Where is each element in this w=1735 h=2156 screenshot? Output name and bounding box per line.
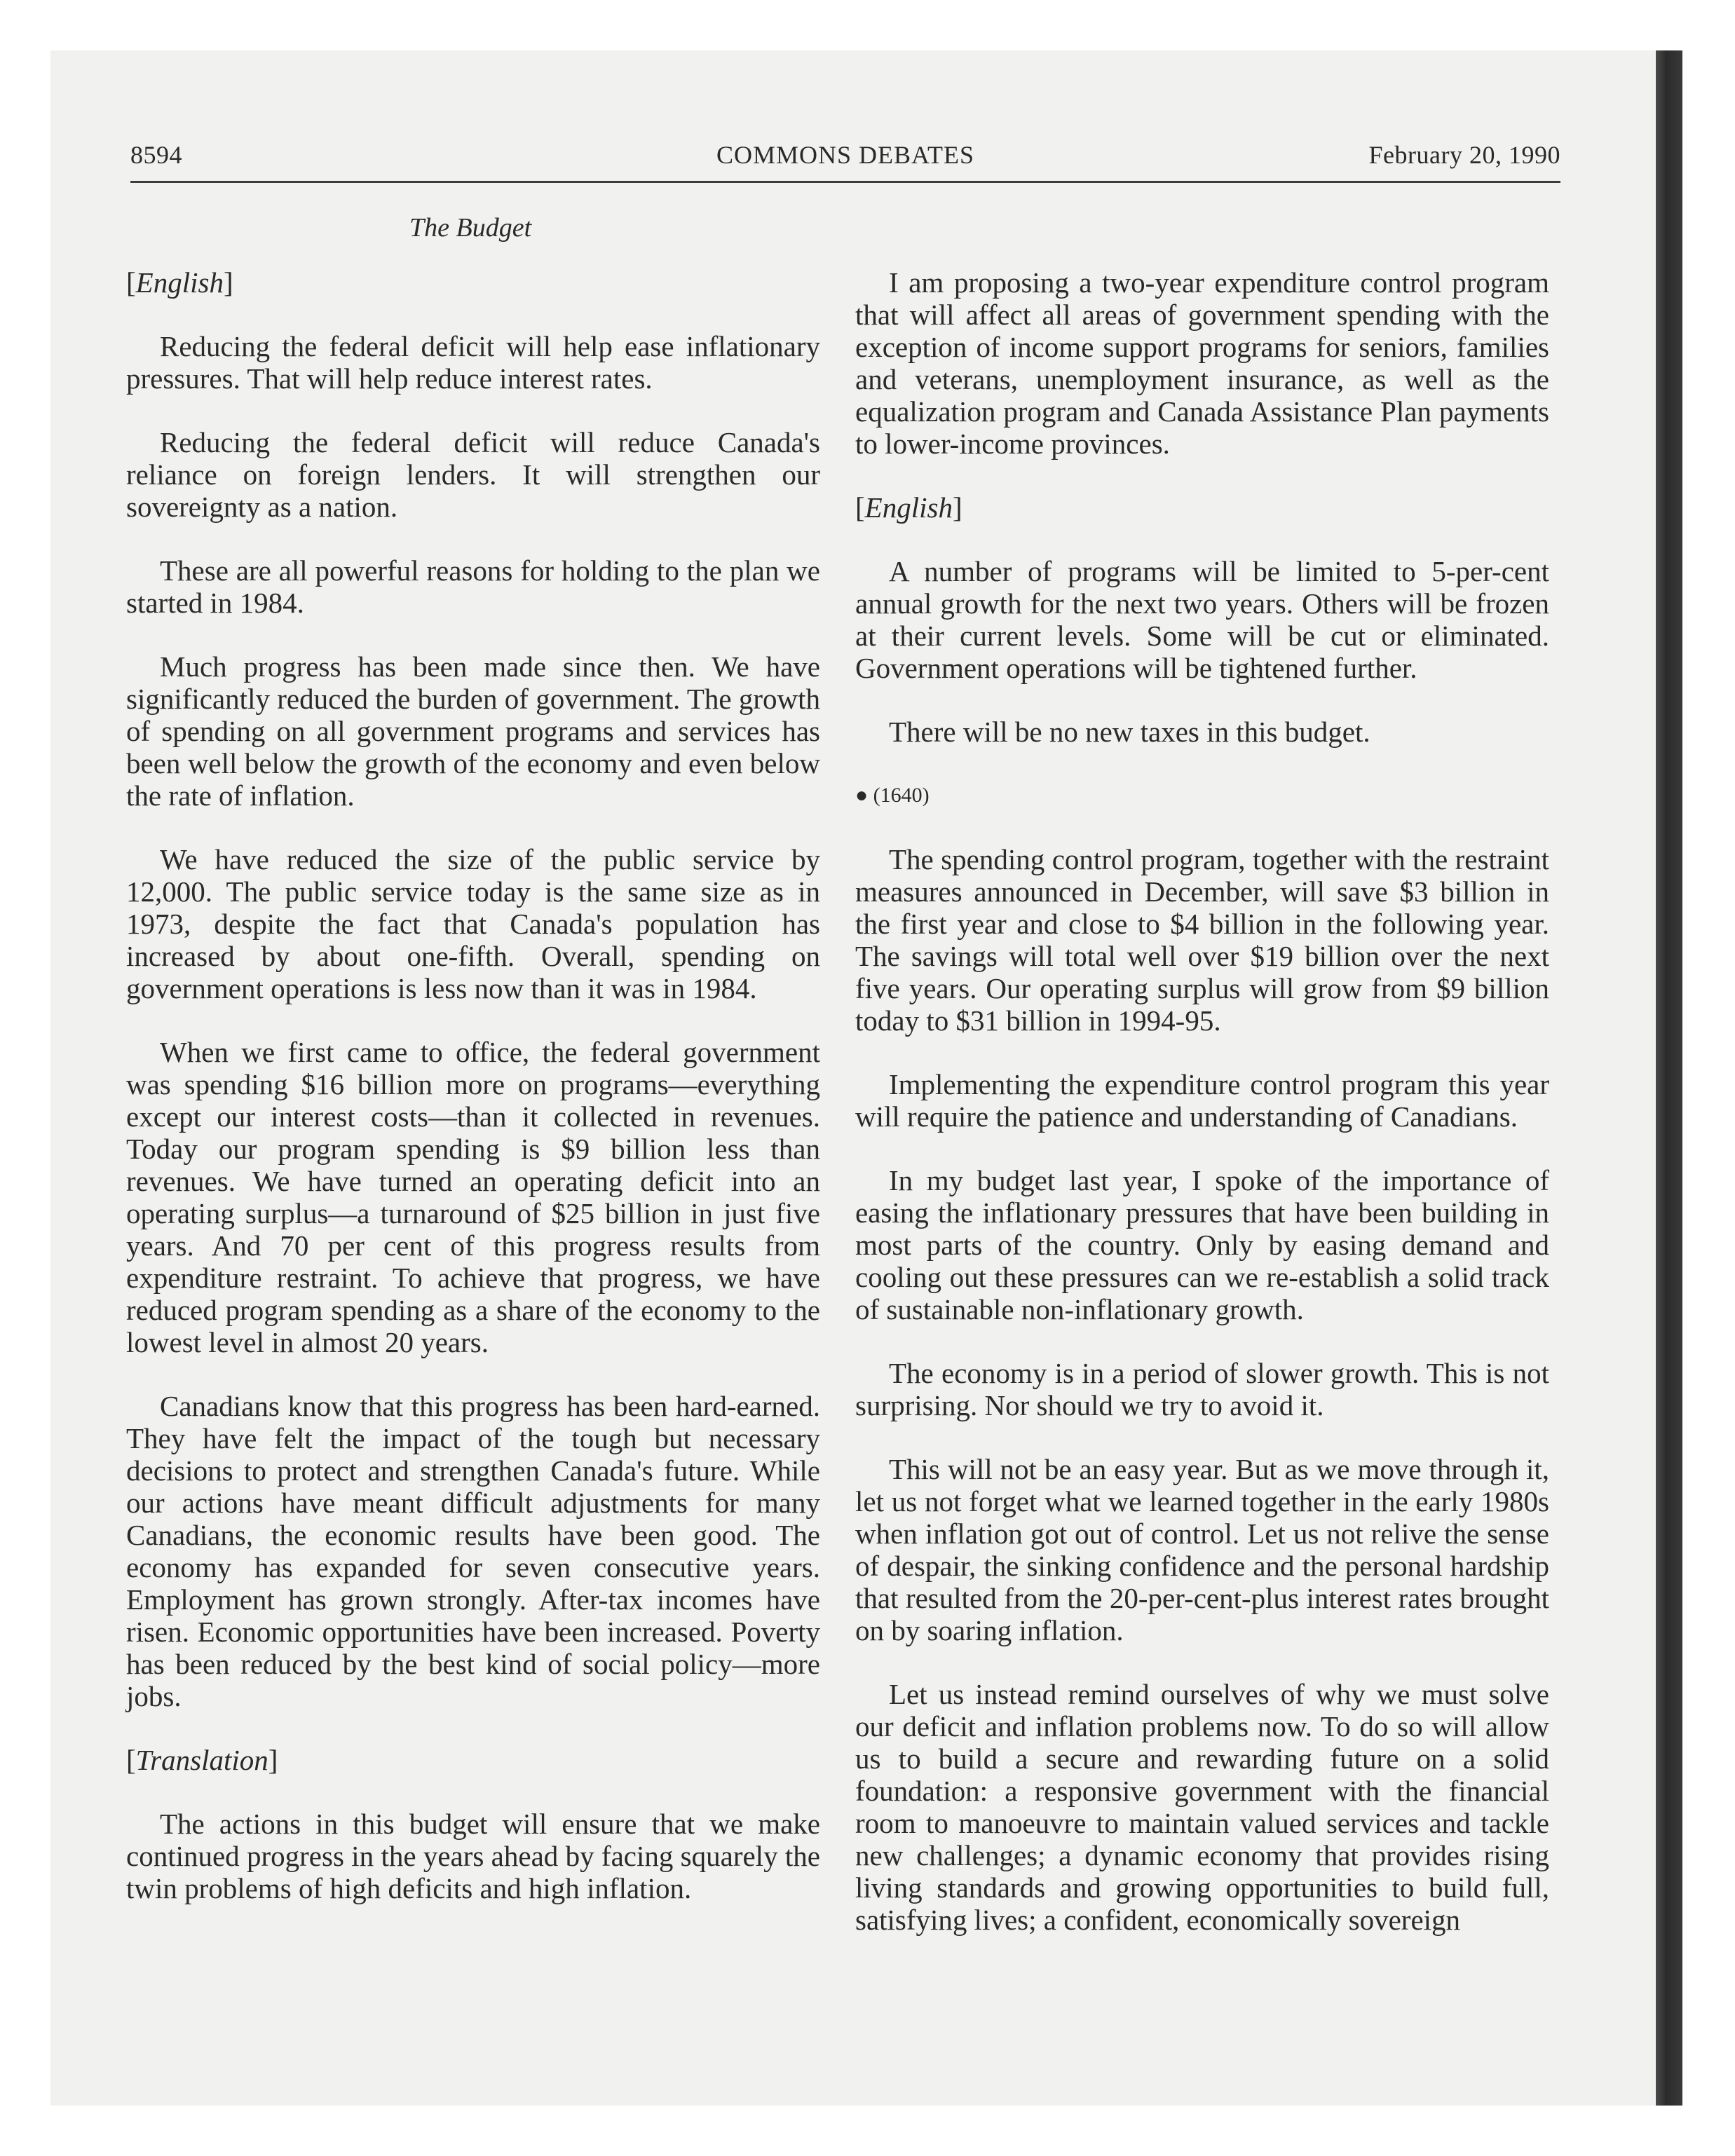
paragraph: The spending control program, together with the restraint measures announced in December, will save $3 billion in the first year and close to $4 billion in the following year. The savings will total well over $19 billion over the next five years. Our operating surplus will grow from $9 billion today to $31 billion in 1994-95. <box>855 843 1549 1037</box>
left-column <box>126 266 820 1904</box>
paragraph: These are all powerful reasons for holding to the plan we started in 1984. <box>126 554 820 619</box>
paragraph: Implementing the expenditure control program this year will require the patience and understanding of Canadians. <box>855 1068 1549 1133</box>
scan-edge-shadow <box>1656 50 1682 2106</box>
paragraph: Much progress has been made since then. We have significantly reduced the burden of government. The growth of spending on all government programs and services has been well below the growth of the economy and even below the rate of inflation. <box>126 650 820 812</box>
paragraph: In my budget last year, I spoke of the importance of easing the inflationary pressures that have been building in most parts of the country. Only by easing demand and cooling out these pressures can we re-establish a solid track of sustainable non-inflationary growth. <box>855 1164 1549 1325</box>
paragraph: Canadians know that this progress has been hard-earned. They have felt the impact of the tough but necessary decisions to protect and strengthen Canada's future. While our actions have meant difficult adjustments for many Canadians, the economic results have been good. The economy has expanded for seven consecutive years. Employment has grown strongly. After-tax incomes have risen. Economic opportunities have been increased. Poverty has been reduced by the best kind of social policy—more jobs. <box>126 1390 820 1712</box>
paragraph: We have reduced the size of the public service by 12,000. The public service today is the same size as in 1973, despite the fact that Canada's population has increased by about one-fifth. Overall, spending on government operations is less now than it was in 1984. <box>126 843 820 1004</box>
language-tag-english: [English] <box>126 266 233 299</box>
language-tag-label: Translation <box>135 1744 268 1776</box>
paragraph: When we first came to office, the federal government was spending $16 billion more on programs—everything except our interest costs—than it collected in revenues. Today our program spending is $9 billion less than revenues. We have turned an operating deficit into an operating surplus—a turnaround of $25 billion in just five years. And 70 per cent of this progress results from expenditure restraint. To achieve that progress, we have reduced program spending as a share of the economy to the lowest level in almost 20 years. <box>126 1036 820 1358</box>
paragraph: Let us instead remind ourselves of why we must solve our deficit and inflation problems now. To do so will allow us to build a secure and rewarding future on a solid foundation: a responsive government with the financial room to manoeuvre to maintain valued services and tackle new challenges; a dynamic economy that provides rising living standards and growing opportunities to build full, satisfying lives; a confident, economically sovereign <box>855 1678 1549 1936</box>
paragraph: I am proposing a two-year expenditure control program that will affect all areas of government spending with the exception of income support programs for seniors, families and veterans, unemployment insurance, as well as the equalization program and Canada Assistance Plan payments to lower-income provinces. <box>855 266 1549 460</box>
paragraph: This will not be an easy year. But as we move through it, let us not forget what we learned together in the early 1980s when inflation got out of control. Let us not relive the sense of despair, the sinking confidence and the personal hardship that resulted from the 20-per-cent-plus interest rates brought on by soaring inflation. <box>855 1453 1549 1646</box>
bullet-icon: ● <box>855 784 869 807</box>
paragraph: Reducing the federal deficit will reduce Canada's reliance on foreign lenders. It will strengthen our sovereignty as a nation. <box>126 426 820 523</box>
right-column <box>855 266 1549 1936</box>
paragraph: There will be no new taxes in this budget. <box>889 716 1370 748</box>
time-marker <box>855 779 1549 812</box>
section-title: The Budget <box>409 213 532 243</box>
language-tag-english: [English] <box>855 491 962 524</box>
page-number: 8594 <box>130 141 182 169</box>
paragraph: The economy is in a period of slower growth. This is not surprising. Nor should we try to avoid it. <box>855 1357 1549 1421</box>
paragraph: A number of programs will be limited to 5-per-cent annual growth for the next two years. Others will be frozen at their current levels. Some will be cut or eliminated. Government operations will be tightened further. <box>855 555 1549 684</box>
paragraph: The actions in this budget will ensure that we make continued progress in the years ahead by facing squarely the twin problems of high deficits and high inflation. <box>126 1808 820 1904</box>
time-marker-text: (1640) <box>873 784 930 807</box>
publication-title: COMMONS DEBATES <box>716 141 975 169</box>
header-rule <box>130 181 1560 183</box>
language-tag-label: English <box>864 491 953 524</box>
page-header <box>130 140 1560 182</box>
language-tag-translation: [Translation] <box>126 1744 278 1776</box>
paragraph: Reducing the federal deficit will help ease inflationary pressures. That will help reduce interest rates. <box>126 330 820 395</box>
language-tag-label: English <box>135 266 224 299</box>
publication-date: February 20, 1990 <box>1368 141 1560 169</box>
